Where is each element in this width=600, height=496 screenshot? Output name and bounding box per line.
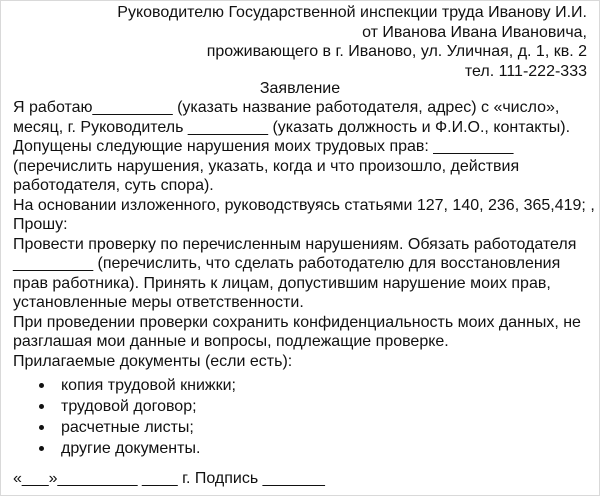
bullet-icon bbox=[39, 383, 44, 388]
body-line: Допущены следующие нарушения моих трудовых прав: _________ bbox=[13, 138, 514, 155]
body-line: Прошу: bbox=[13, 216, 68, 233]
body-line: Провести проверку по перечисленным нарушениям. Обязать работодателя bbox=[13, 235, 577, 253]
attached-documents-list bbox=[37, 375, 236, 459]
document-title: Заявление bbox=[259, 80, 341, 97]
bullet-icon bbox=[39, 446, 44, 451]
list-item bbox=[37, 417, 236, 438]
body-line: установленные меры ответственности. bbox=[13, 294, 304, 311]
body-line: На основании изложенного, руководствуясь статьями 127, 140, 236, 365,419; , bbox=[13, 196, 595, 214]
body-line: прав работника). Принять к лицам, допустившим нарушение моих прав, bbox=[13, 274, 551, 292]
bullet-icon bbox=[39, 425, 44, 430]
list-item bbox=[37, 375, 236, 396]
list-item bbox=[37, 396, 236, 417]
body-line: (перечислить нарушения, указать, когда и что произошло, действия bbox=[13, 157, 520, 175]
list-item-label: расчетные листы; bbox=[61, 419, 194, 436]
address-line: проживающего в г. Иваново, ул. Уличная, д. 1, кв. 2 bbox=[206, 43, 587, 60]
list-item-label: другие документы. bbox=[61, 440, 201, 457]
addressee-line: Руководителю Государственной инспекции труда Иванову И.И. bbox=[117, 4, 587, 21]
body-line: работодателя, суть спора). bbox=[13, 177, 214, 194]
body-line: Я работаю_________ (указать название работодателя, адрес) с «число», bbox=[13, 99, 560, 116]
sender-line: от Иванова Ивана Ивановича, bbox=[362, 23, 587, 41]
list-item-label: копия трудовой книжки; bbox=[61, 377, 236, 394]
phone-line: тел. 111-222-333 bbox=[464, 62, 587, 80]
addressee-block bbox=[117, 3, 587, 81]
body-line: _________ (перечислить, что сделать работодателю для восстановления bbox=[13, 255, 561, 272]
body-line: При проведении проверки сохранить конфиденциальность моих данных, не bbox=[13, 313, 581, 331]
list-item bbox=[37, 438, 236, 459]
body-line: месяц, г. Руководитель _________ (указать должность и Ф.И.О., контакты). bbox=[13, 118, 571, 136]
document-body bbox=[13, 98, 593, 371]
body-line: разглашая мои данные и вопросы, подлежащие проверке. bbox=[13, 333, 449, 350]
signature-line: «___»_________ ____ г. Подпись _______ bbox=[13, 470, 325, 487]
bullet-icon bbox=[39, 404, 44, 409]
list-item-label: трудовой договор; bbox=[61, 398, 197, 415]
body-line: Прилагаемые документы (если есть): bbox=[13, 352, 293, 370]
